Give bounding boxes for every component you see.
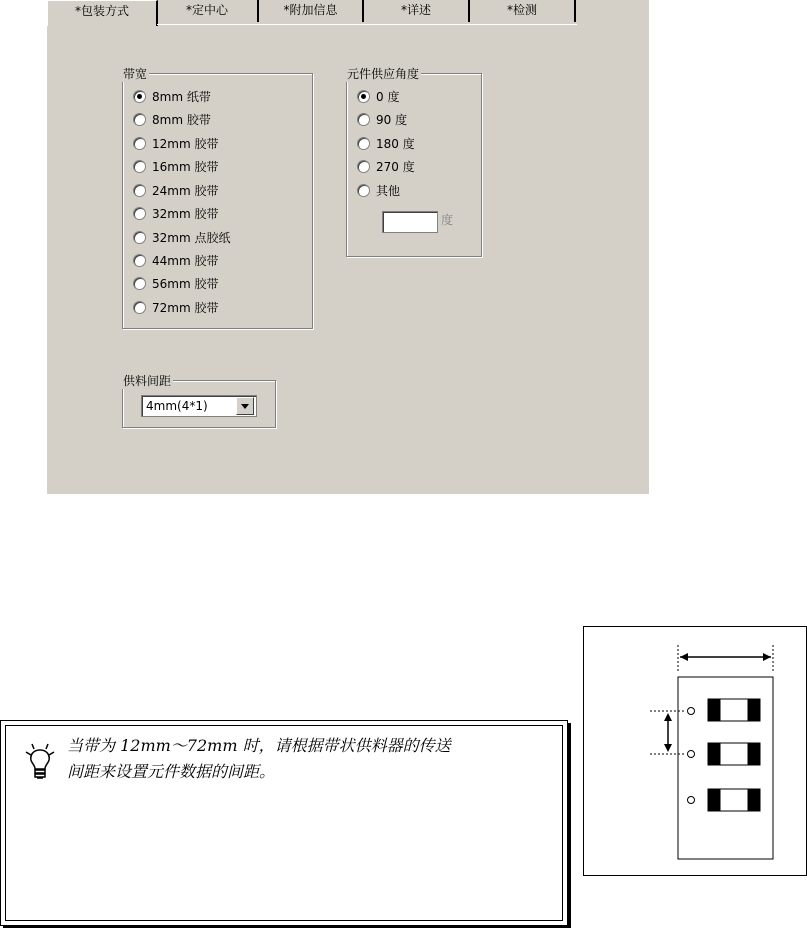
radio-icon[interactable] bbox=[133, 113, 146, 126]
tab-packaging[interactable]: *包装方式 bbox=[47, 0, 158, 26]
custom-angle-input[interactable] bbox=[382, 211, 438, 233]
tape-width-option[interactable] bbox=[133, 274, 218, 292]
option-label: 12mm 胶带 bbox=[152, 136, 219, 151]
option-label: 72mm 胶带 bbox=[152, 300, 219, 315]
tape-width-title: 带宽 bbox=[123, 67, 148, 81]
option-label: 180 度 bbox=[376, 136, 415, 151]
radio-icon[interactable] bbox=[357, 90, 370, 103]
tab-centering[interactable]: *定中心 bbox=[157, 0, 259, 22]
radio-icon[interactable] bbox=[357, 113, 370, 126]
tape-width-option[interactable] bbox=[133, 251, 218, 269]
tape-width-group bbox=[122, 67, 313, 329]
option-label: 0 度 bbox=[376, 89, 400, 104]
radio-icon[interactable] bbox=[133, 90, 146, 103]
tab-divider bbox=[157, 24, 577, 25]
angle-unit-label: 度 bbox=[441, 213, 454, 227]
radio-icon[interactable] bbox=[133, 160, 146, 173]
tape-width-option[interactable] bbox=[133, 134, 218, 152]
note-text bbox=[67, 733, 547, 785]
note-box bbox=[0, 720, 568, 926]
tape-width-option[interactable] bbox=[133, 228, 230, 246]
feed-angle-option[interactable] bbox=[357, 87, 399, 105]
tab-additional-info[interactable]: *附加信息 bbox=[259, 0, 364, 22]
radio-icon[interactable] bbox=[357, 184, 370, 197]
tape-diagram bbox=[584, 627, 806, 875]
radio-icon[interactable] bbox=[133, 207, 146, 220]
radio-icon[interactable] bbox=[133, 254, 146, 267]
radio-icon[interactable] bbox=[133, 277, 146, 290]
tape-width-option[interactable] bbox=[133, 87, 211, 105]
option-label: 8mm 纸带 bbox=[152, 89, 211, 104]
option-label: 其他 bbox=[376, 183, 401, 198]
radio-icon[interactable] bbox=[357, 160, 370, 173]
lightbulb-icon bbox=[23, 743, 57, 781]
option-label: 90 度 bbox=[376, 112, 408, 127]
option-label: 32mm 胶带 bbox=[152, 206, 219, 221]
tape-width-option[interactable] bbox=[133, 157, 218, 175]
feed-pitch-group bbox=[122, 374, 276, 428]
option-label: 24mm 胶带 bbox=[152, 183, 219, 198]
radio-icon[interactable] bbox=[357, 137, 370, 150]
feed-angle-option[interactable] bbox=[357, 181, 400, 199]
tab-inspection[interactable]: *检测 bbox=[470, 0, 576, 22]
note-line-1: 当带为 12mm～72mm 时，请根据带状供料器的传送 bbox=[67, 736, 451, 755]
option-label: 270 度 bbox=[376, 159, 415, 174]
package-dialog bbox=[47, 0, 649, 494]
tape-width-option[interactable] bbox=[133, 110, 211, 128]
feed-angle-title: 元件供应角度 bbox=[347, 67, 420, 81]
tape-width-option[interactable] bbox=[133, 204, 218, 222]
option-label: 56mm 胶带 bbox=[152, 276, 219, 291]
radio-icon[interactable] bbox=[133, 184, 146, 197]
tab-bar bbox=[47, 0, 577, 25]
option-label: 16mm 胶带 bbox=[152, 159, 219, 174]
feed-pitch-select[interactable] bbox=[141, 395, 257, 417]
radio-icon[interactable] bbox=[133, 137, 146, 150]
option-label: 44mm 胶带 bbox=[152, 253, 219, 268]
radio-icon[interactable] bbox=[133, 301, 146, 314]
feed-pitch-title: 供料间距 bbox=[123, 374, 172, 388]
feed-angle-option[interactable] bbox=[357, 157, 415, 175]
option-label: 8mm 胶带 bbox=[152, 112, 211, 127]
feed-pitch-value: 4mm(4*1) bbox=[146, 399, 208, 413]
tape-pitch-figure bbox=[583, 626, 807, 876]
option-label: 32mm 点胶纸 bbox=[152, 230, 231, 245]
chevron-down-icon[interactable] bbox=[236, 397, 254, 415]
feed-angle-option[interactable] bbox=[357, 110, 407, 128]
tape-width-option[interactable] bbox=[133, 298, 218, 316]
note-line-2: 间距来设置元件数据的间距。 bbox=[67, 762, 276, 781]
tab-details[interactable]: *详述 bbox=[364, 0, 470, 22]
feed-angle-group bbox=[346, 67, 482, 257]
radio-icon[interactable] bbox=[133, 231, 146, 244]
feed-angle-option[interactable] bbox=[357, 134, 415, 152]
tape-width-option[interactable] bbox=[133, 181, 218, 199]
